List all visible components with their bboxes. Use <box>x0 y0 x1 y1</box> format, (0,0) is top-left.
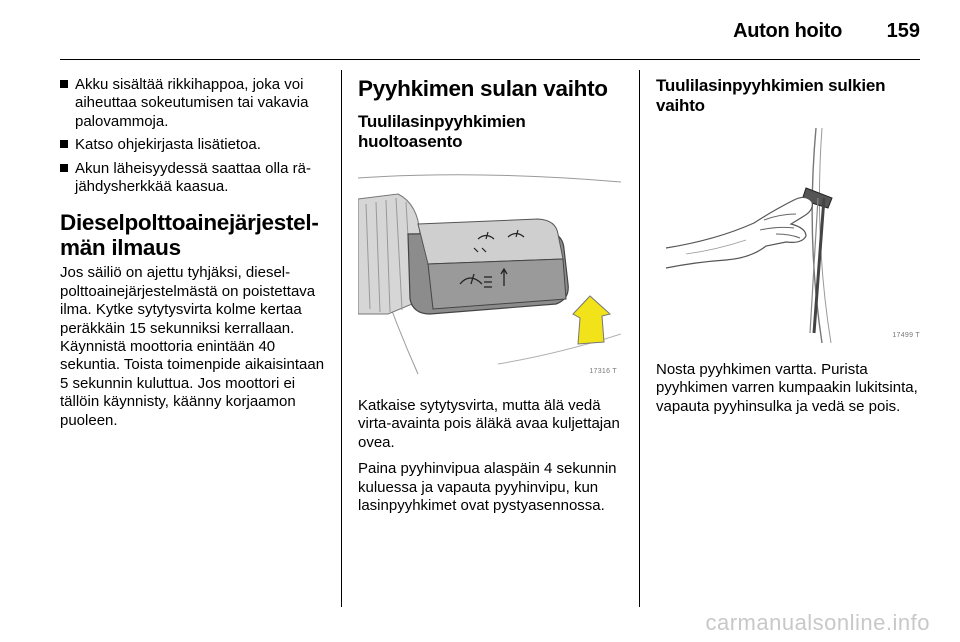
bullet-square-icon <box>60 80 68 88</box>
header-section-title: Auton hoito <box>733 20 842 42</box>
wiper-blade-illustration <box>656 128 924 343</box>
figure-code: 17499 T <box>892 332 920 339</box>
section-heading-wiper: Pyyhkimen sulan vaihto <box>358 76 608 101</box>
wiper-stalk-drawing <box>358 164 621 379</box>
section-heading-diesel: Dieselpolttoainejärjestelmän ilmaus <box>60 210 319 261</box>
bullet-item: Akun läheisyydessä saattaa olla räjähdysherkkää kaasua. <box>60 160 330 197</box>
header-rule <box>60 59 920 60</box>
warning-bullet-list <box>60 76 330 196</box>
column-divider-2 <box>639 70 640 607</box>
column-divider-1 <box>341 70 342 607</box>
column-3 <box>656 76 924 416</box>
watermark-text: carmanualsonline.info <box>705 610 930 635</box>
subheading-blade-replacement: Tuulilasinpyyhkimien sulkien vaihto <box>656 76 886 115</box>
bullet-item: Katso ohjekirjasta lisätietoa. <box>60 136 330 154</box>
blade-replacement-paragraph: Nosta pyyhkimen vartta. Purista pyyhkimen varren kumpaakin lukitsinta, vapauta pyyhinsulka ja vedä se pois. <box>656 361 918 415</box>
bullet-item: Akku sisältää rikkihappoa, joka voi aiheuttaa sokeutumisen tai vakavia palovammoja. <box>60 76 330 131</box>
wiper-stalk-illustration <box>358 164 621 379</box>
service-position-step-1: Katkaise sytytysvirta, mutta älä vedä virta-avainta pois äläkä avaa kuljettajan ovea. <box>358 397 620 451</box>
column-1 <box>60 76 330 430</box>
service-position-step-2: Paina pyyhinvipua alaspäin 4 sekunnin kuluessa ja vapauta pyyhinvipu, kun lasinpyyhkimet ovat pystyasennossa. <box>358 460 617 515</box>
page-header <box>60 18 920 58</box>
figure-code: 17316 T <box>589 368 617 375</box>
subheading-service-position: Tuulilasinpyyhkimien huoltoasento <box>358 112 526 151</box>
diesel-paragraph: Jos säiliö on ajettu tyhjäksi, dieselpolttoainejärjestelmästä on poistettava ilma. Kytke sytytysvirta kolme kertaa peräkkäin 15 sekunniksi kerrallaan. Käynnistä moottoria enintään 40 sekuntia. Toista toimenpide aikaisintaan 5 sekunnin kuluttua. Jos moottori ei tällöin käynnisty, käänny korjaamon puoleen. <box>60 264 325 429</box>
page-number: 159 <box>886 20 920 42</box>
column-2 <box>358 76 623 515</box>
bullet-square-icon <box>60 164 68 172</box>
bullet-square-icon <box>60 140 68 148</box>
wiper-blade-drawing <box>656 128 924 343</box>
